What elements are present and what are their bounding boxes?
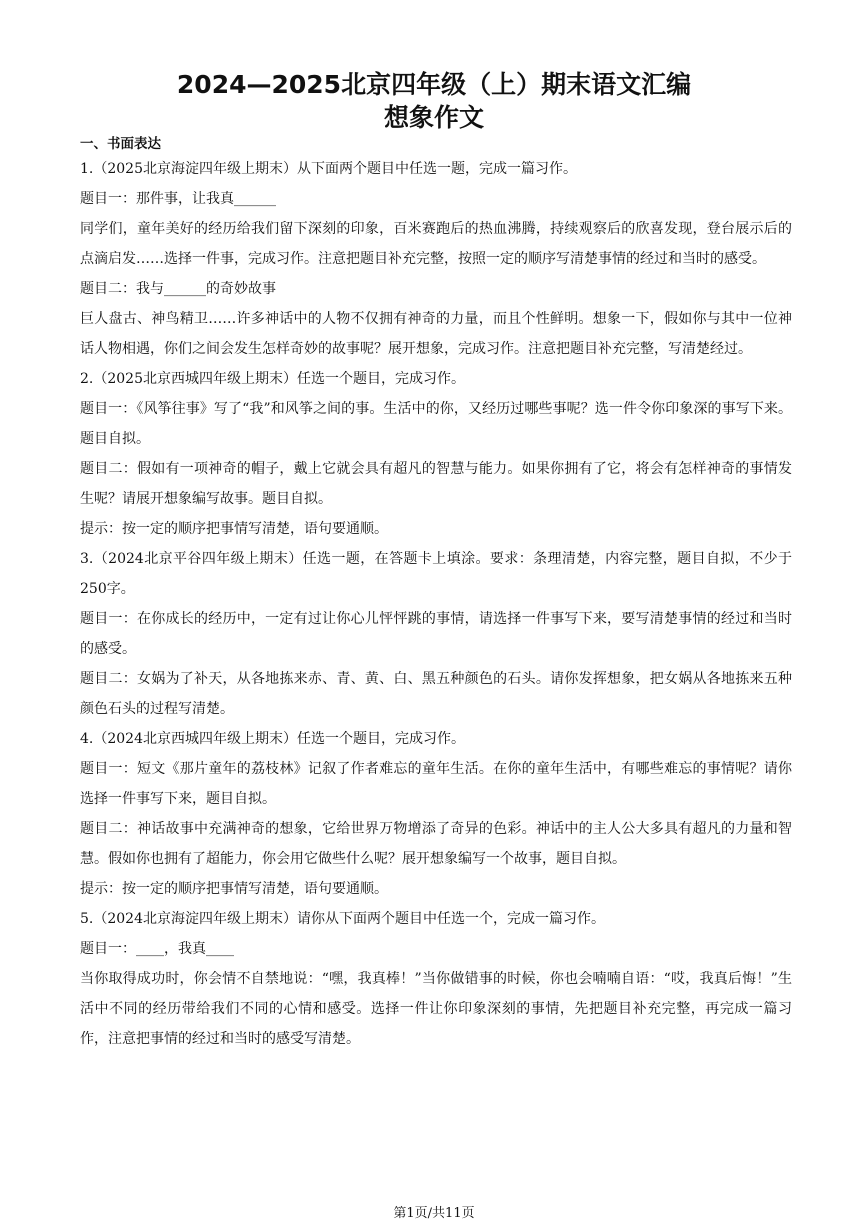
question-1-topic-2-desc: 巨人盘古、神鸟精卫……许多神话中的人物不仅拥有神奇的力量，而且个性鲜明。想象一下，假如你与其中一位神话人物相遇，你们之间会发生怎样奇妙的故事呢？展开想象，完成习作。注意把题目补充完整，写清楚经过。 <box>80 311 792 357</box>
document-subtitle: 想象作文 <box>383 103 484 132</box>
question-4-topic-2: 题目二：神话故事中充满神奇的想象，它给世界万物增添了奇异的色彩。神话中的主人公大多具有超凡的力量和智慧。假如你也拥有了超能力，你会用它做些什么呢？展开想象编写一个故事，题目自拟。 <box>80 821 792 867</box>
question-3-prompt: 3.（2024北京平谷四年级上期末）任选一题，在答题卡上填涂。要求：条理清楚，内容完整，题目自拟，不少于250字。 <box>80 551 792 597</box>
question-2-topic-2: 题目二：假如有一项神奇的帽子，戴上它就会具有超凡的智慧与能力。如果你拥有了它，将会有怎样神奇的事情发生呢？请展开想象编写故事。题目自拟。 <box>80 461 792 507</box>
question-2-topic-1: 题目一：《风筝往事》写了“我”和风筝之间的事。生活中的你，又经历过哪些事呢？选一件令你印象深的事写下来。题目自拟。 <box>80 401 792 447</box>
question-5-topic-1: 题目一：____，我真____ <box>80 941 234 957</box>
question-3-topic-1: 题目一：在你成长的经历中，一定有过让你心儿怦怦跳的事情，请选择一件事写下来，要写清楚事情的经过和当时的感受。 <box>80 611 792 657</box>
page-number: 第1页/共11页 <box>393 1206 475 1221</box>
question-2-prompt: 2.（2025北京西城四年级上期末）任选一个题目，完成习作。 <box>80 371 465 387</box>
question-1-topic-2: 题目二：我与______的奇妙故事 <box>80 281 276 297</box>
document-body <box>80 134 792 1054</box>
question-4-topic-1: 题目一：短文《那片童年的荔枝林》记叙了作者难忘的童年生活。在你的童年生活中，有哪些难忘的事情呢？请你选择一件事写下来，题目自拟。 <box>80 761 792 807</box>
question-4-hint: 提示：按一定的顺序把事情写清楚，语句要通顺。 <box>80 881 388 897</box>
question-5-topic-1-desc: 当你取得成功时，你会情不自禁地说：“嘿，我真棒！”当你做错事的时候，你也会喃喃自语：“哎，我真后悔！”生活中不同的经历带给我们不同的心情和感受。选择一件让你印象深刻的事情，先把题目补充完整，再完成一篇习作，注意把事情的经过和当时的感受写清楚。 <box>80 971 792 1047</box>
question-4-prompt: 4.（2024北京西城四年级上期末）任选一个题目，完成习作。 <box>80 731 465 747</box>
document-title: 2024—2025北京四年级（上）期末语文汇编 <box>176 70 692 99</box>
section-heading: 一、书面表达 <box>80 136 161 152</box>
question-2-hint: 提示：按一定的顺序把事情写清楚，语句要通顺。 <box>80 521 388 537</box>
question-1-topic-1: 题目一：那件事，让我真______ <box>80 191 276 207</box>
question-5-prompt: 5.（2024北京海淀四年级上期末）请你从下面两个题目中任选一个，完成一篇习作。 <box>80 911 605 927</box>
question-1-topic-1-desc: 同学们，童年美好的经历给我们留下深刻的印象，百米赛跑后的热血沸腾，持续观察后的欣喜发现，登台展示后的点滴启发……选择一件事，完成习作。注意把题目补充完整，按照一定的顺序写清楚事情的经过和当时的感受。 <box>80 221 792 267</box>
question-3-topic-2: 题目二：女娲为了补天，从各地拣来赤、青、黄、白、黑五种颜色的石头。请你发挥想象，把女娲从各地拣来五种颜色石头的过程写清楚。 <box>80 671 792 717</box>
question-1-prompt: 1.（2025北京海淀四年级上期末）从下面两个题目中任选一题，完成一篇习作。 <box>80 161 577 177</box>
